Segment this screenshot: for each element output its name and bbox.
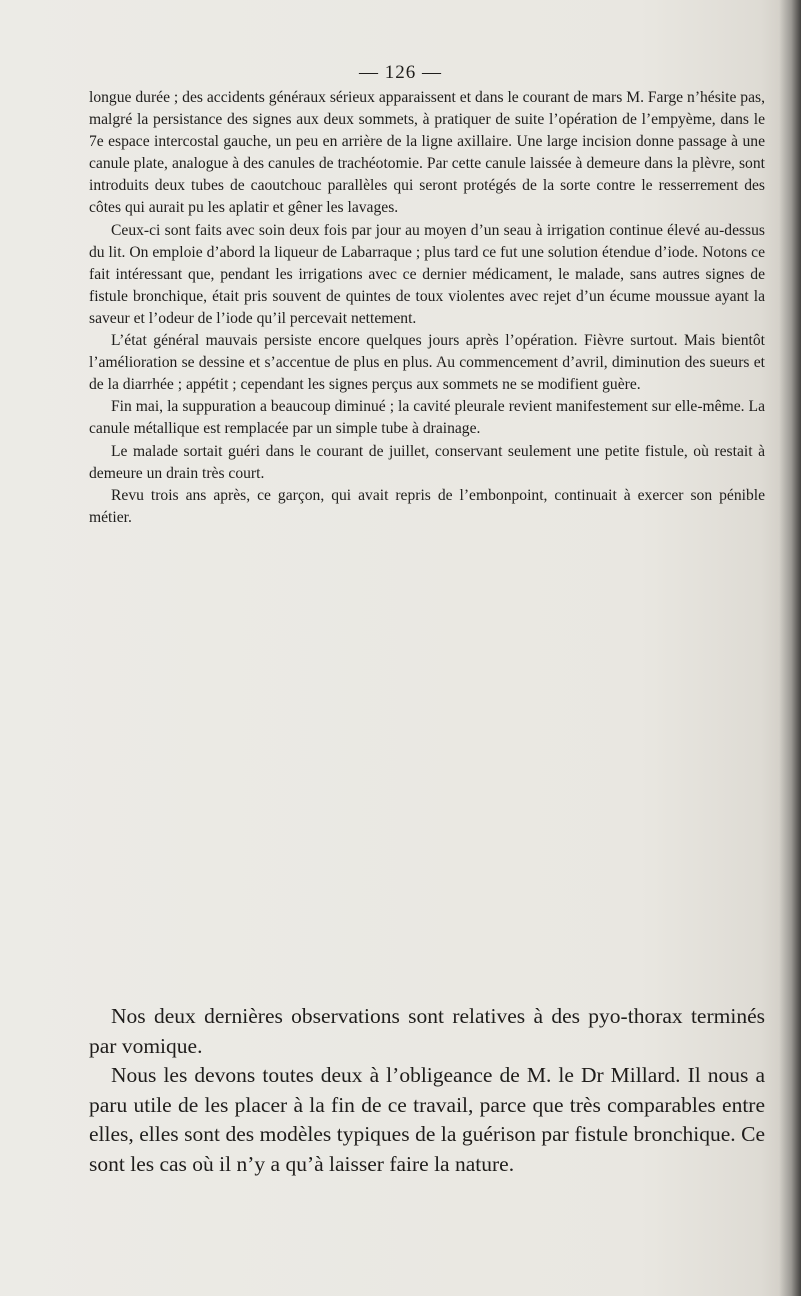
paragraph-6: Revu trois ans après, ce garçon, qui avait repris de l’embonpoint, continuait à exercer son pénible métier. (89, 486, 765, 526)
closing-paragraph-2: Nous les devons toutes deux à l’obligeance de M. le Dr Millard. Il nous a paru utile de les placer à la fin de ce travail, parce que très comparables entre elles, elles sont des modèles typiques de la guérison par fistule bronchique. Ce sont les cas où il n’y a qu’à laisser faire la nature. (89, 1063, 765, 1176)
paragraph-1: longue durée ; des accidents généraux sérieux apparaissent et dans le courant de mars M. Farge n’hésite pas, malgré la persistance des signes aux deux sommets, à pratiquer de suite l’opération de l’empyème, dans le 7e espace intercostal gauche, un peu en arrière de la ligne axillaire. Une large incision donne passage à une canule plate, analogue à des canules de trachéotomie. Par cette canule laissée à demeure dans la plèvre, sont introduits deux tubes de caoutchouc parallèles qui seront protégés de la sorte contre le resserrement des côtes qui aurait pu les aplatir et gêner les lavages. (89, 89, 765, 217)
page-number: — 126 — (359, 62, 442, 83)
page-edge-shadow (779, 0, 801, 1296)
closing-paragraph-1: Nos deux dernières observations sont relatives à des pyo-thorax terminés par vomique. (89, 1004, 765, 1058)
paragraph-2: Ceux-ci sont faits avec soin deux fois par jour au moyen d’un seau à irrigation continue élevé au-dessus du lit. On emploie d’abord la liqueur de Labarraque ; plus tard ce fut une solution étendue d’iode. Notons ce fait intéressant que, pendant les irrigations avec ce dernier médicament, le malade, sans autres signes de fistule bronchique, était pris souvent de quintes de toux violentes avec rejet d’un écume moussue ayant la saveur et l’odeur de l’iode qu’il percevait nettement. (89, 221, 765, 327)
body-text (89, 87, 765, 529)
paragraph-4: Fin mai, la suppuration a beaucoup diminué ; la cavité pleurale revient manifestement sur elle-même. La canule métallique est remplacée par un simple tube à drainage. (89, 398, 765, 438)
paragraph-3: L’état général mauvais persiste encore quelques jours après l’opération. Fièvre surtout. Mais bientôt l’amélioration se dessine et s’accentue de plus en plus. Au commencement d’avril, diminution des sueurs et de la diarrhée ; appétit ; cependant les signes perçus aux sommets ne se modifient guère. (89, 332, 765, 394)
closing-section (89, 1002, 765, 1180)
paragraph-5: Le malade sortait guéri dans le courant de juillet, conservant seulement une petite fistule, où restait à demeure un drain très court. (89, 442, 765, 482)
